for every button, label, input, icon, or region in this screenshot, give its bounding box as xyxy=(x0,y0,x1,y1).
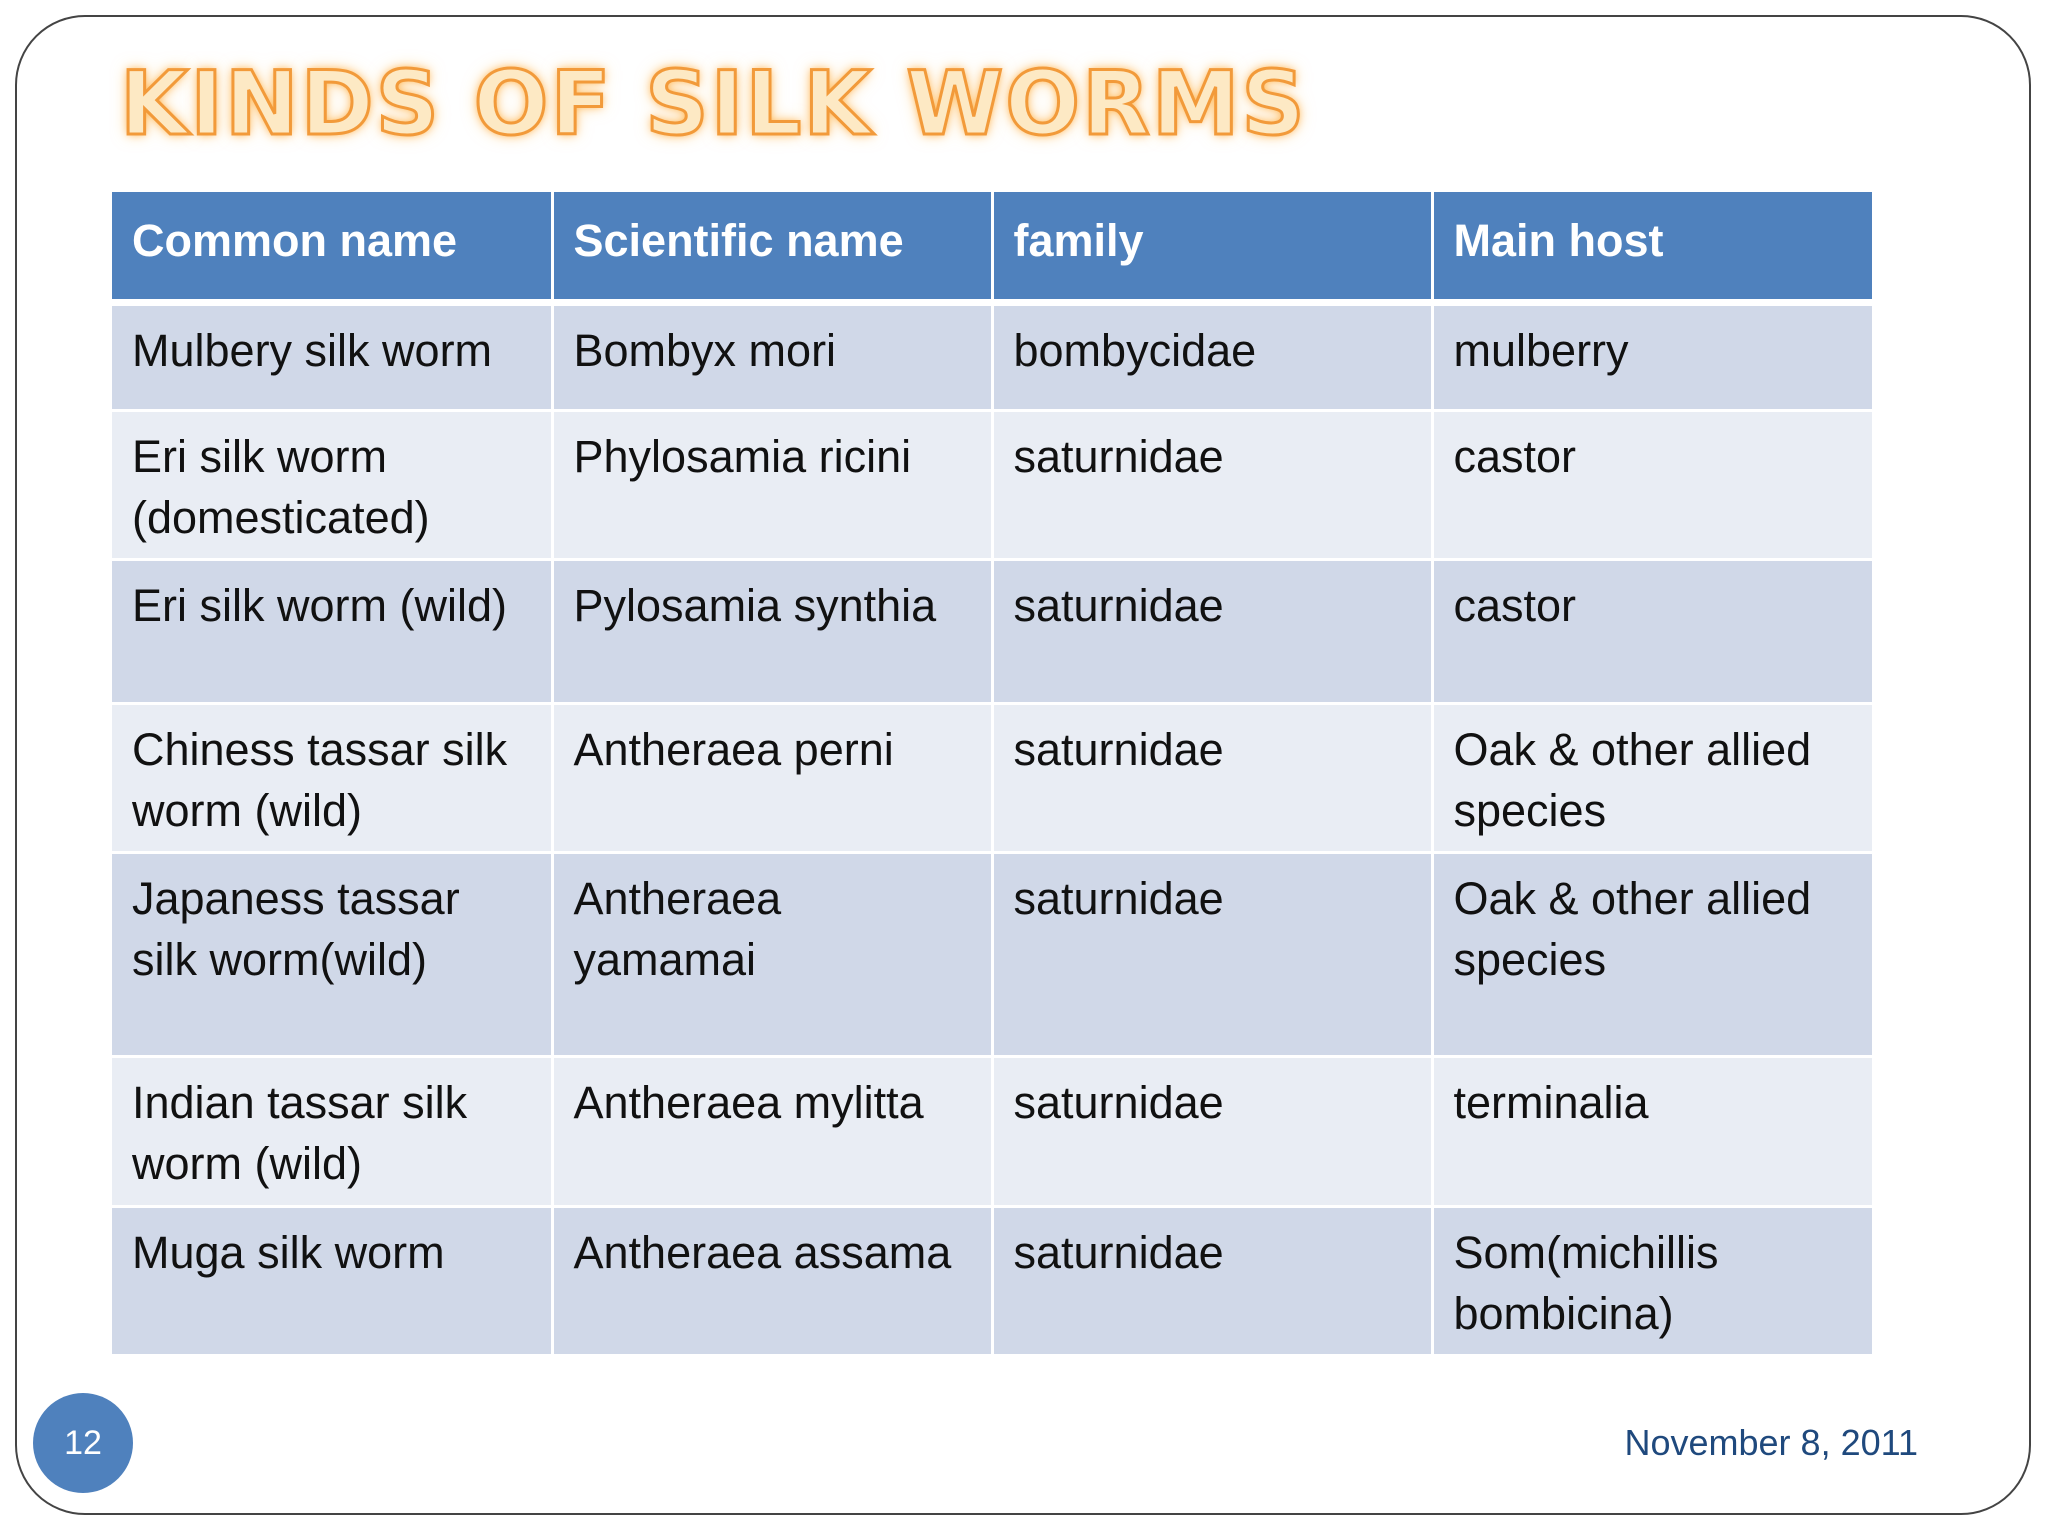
header-family: family xyxy=(992,192,1432,302)
cell-family: saturnidae xyxy=(992,410,1432,559)
cell-common-name: Chiness tassar silk worm (wild) xyxy=(112,703,552,852)
table-row xyxy=(112,703,1872,852)
cell-scientific-name: Phylosamia ricini xyxy=(552,410,992,559)
cell-scientific-name: Antheraea mylitta xyxy=(552,1057,992,1206)
cell-main-host: mulberry xyxy=(1432,302,1872,410)
silk-worm-table xyxy=(112,192,1872,1357)
table-row xyxy=(112,1057,1872,1206)
cell-main-host: castor xyxy=(1432,559,1872,703)
table-header-row xyxy=(112,192,1872,302)
cell-scientific-name: Bombyx mori xyxy=(552,302,992,410)
table-row xyxy=(112,853,1872,1057)
cell-family: saturnidae xyxy=(992,559,1432,703)
table-row xyxy=(112,302,1872,410)
slide-date: November 8, 2011 xyxy=(1624,1422,1918,1463)
cell-main-host: Som(michillis bombicina) xyxy=(1432,1206,1872,1355)
cell-scientific-name: Antheraea perni xyxy=(552,703,992,852)
cell-scientific-name: Antheraea assama xyxy=(552,1206,992,1355)
cell-family: saturnidae xyxy=(992,703,1432,852)
cell-common-name: Mulbery silk worm xyxy=(112,302,552,410)
cell-common-name: Muga silk worm xyxy=(112,1206,552,1355)
header-main-host: Main host xyxy=(1432,192,1872,302)
cell-scientific-name: Antheraea yamamai xyxy=(552,853,992,1057)
cell-common-name: Eri silk worm (wild) xyxy=(112,559,552,703)
cell-main-host: castor xyxy=(1432,410,1872,559)
cell-main-host: Oak & other allied species xyxy=(1432,853,1872,1057)
cell-family: saturnidae xyxy=(992,1206,1432,1355)
cell-common-name: Japaness tassar silk worm(wild) xyxy=(112,853,552,1057)
cell-family: saturnidae xyxy=(992,1057,1432,1206)
header-common-name: Common name xyxy=(112,192,552,302)
cell-family: bombycidae xyxy=(992,302,1432,410)
cell-common-name: Indian tassar silk worm (wild) xyxy=(112,1057,552,1206)
cell-common-name: Eri silk worm (domesticated) xyxy=(112,410,552,559)
header-scientific-name: Scientific name xyxy=(552,192,992,302)
cell-main-host: Oak & other allied species xyxy=(1432,703,1872,852)
table-row xyxy=(112,559,1872,703)
slide-title: KINDS OF SILK WORMS xyxy=(120,52,1307,155)
slide-number-badge: 12 xyxy=(33,1393,133,1493)
cell-main-host: terminalia xyxy=(1432,1057,1872,1206)
table-row xyxy=(112,1206,1872,1355)
cell-scientific-name: Pylosamia synthia xyxy=(552,559,992,703)
table-row xyxy=(112,410,1872,559)
cell-family: saturnidae xyxy=(992,853,1432,1057)
